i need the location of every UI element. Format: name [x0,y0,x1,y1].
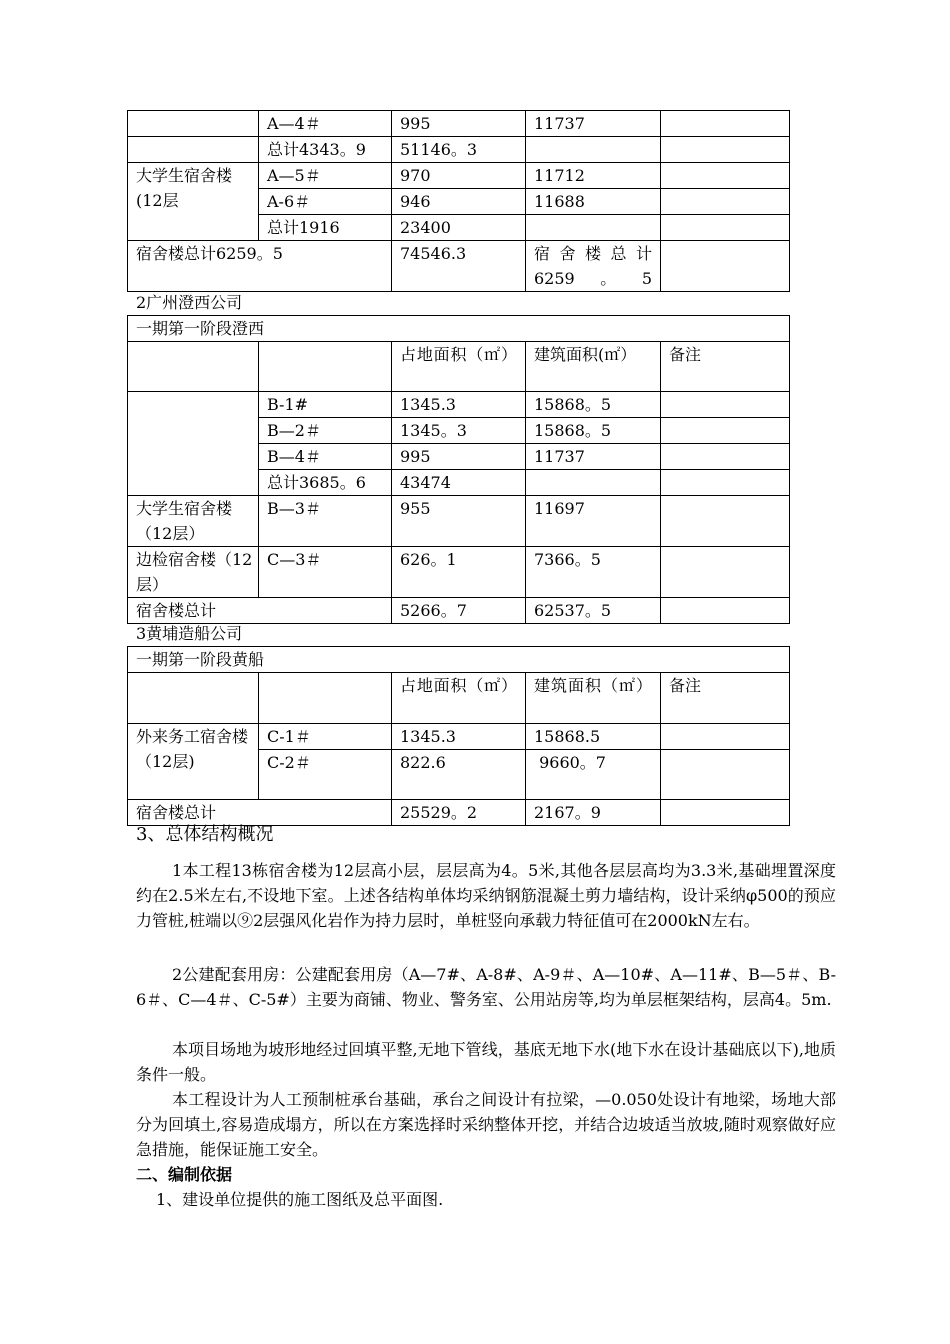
column-header-note: 备注 [661,342,790,392]
table-row [128,163,790,189]
table-cell [259,673,392,724]
column-header-note: 备注 [661,673,790,724]
table-cell [526,215,661,241]
table-row [128,496,790,547]
total-row [128,598,790,624]
building-type-cell: 边检宿舍楼（12层） [128,547,259,598]
total-area: 74546.3 [392,241,526,292]
table-caption: 一期第一阶段黄船 [128,647,790,673]
table-cell: B—2＃ [259,418,392,444]
table-cell [661,724,790,750]
table-row [128,392,790,418]
table-cell: 43474 [392,470,526,496]
table-cell [661,215,790,241]
total-build: 62537。5 [526,598,661,624]
table-cell: A—4＃ [259,111,392,137]
table-chengxi [127,315,790,624]
table-cell: 1345.3 [392,392,526,418]
table-a-block [127,110,790,292]
building-type-cell: 大学生宿舍楼（12层） [128,496,259,547]
table-cell [128,111,259,137]
total-area: 25529。2 [392,800,526,826]
table-cell: 15868。5 [526,392,661,418]
total-build: 2167。9 [526,800,661,826]
column-header-area: 占地面积（㎡） [392,673,526,724]
section-title-chengxi: 2广州澄西公司 [136,293,243,312]
column-header-row [128,342,790,392]
table-cell: C—3＃ [259,547,392,598]
total-note [661,241,790,292]
table-row [128,137,790,163]
table-cell: 995 [392,111,526,137]
table-cell: A-6＃ [259,189,392,215]
basis-item: 1、建设单位提供的施工图纸及总平面图. [156,1190,444,1209]
table-cell: 970 [392,163,526,189]
table-cell [661,418,790,444]
paragraph: 本工程设计为人工预制桩承台基础，承台之间设计有拉梁，—0.050处设计有地梁，场地大部分为回填土,容易造成塌方，所以在方案选择时采纳整体开挖，并结合边坡适当放坡,随时观察做好应急措施，能保证施工安全。 [136,1090,836,1159]
table-cell: 11737 [526,444,661,470]
table-cell: 626。1 [392,547,526,598]
total-label: 宿舍楼总计 [128,800,392,826]
total-area: 5266。7 [392,598,526,624]
section-heading-basis: 二、编制依据 [136,1165,233,1184]
column-header-build: 建筑面积(㎡） [526,342,661,392]
section-heading-structure: 3、总体结构概况 [136,824,274,845]
total-row [128,241,790,292]
table-cell: B—3＃ [259,496,392,547]
table-cell [526,470,661,496]
table-cell [128,673,259,724]
table-cell: C-1＃ [259,724,392,750]
table-row [128,547,790,598]
building-type-cell: 大学生宿舍楼(12层 [128,163,259,241]
table-cell [128,342,259,392]
table-cell [661,750,790,800]
table-caption: 一期第一阶段澄西 [128,316,790,342]
section-title-huangpu: 3黄埔造船公司 [136,624,243,643]
table-cell: 总计1916 [259,215,392,241]
building-type-cell: 外来务工宿舍楼（12层) [128,724,259,800]
table-cell: 1345.3 [392,724,526,750]
table-cell: 9660。7 [526,750,661,800]
table-cell: 23400 [392,215,526,241]
table-cell [661,111,790,137]
table-cell: 15868。5 [526,418,661,444]
table-cell: 11697 [526,496,661,547]
total-label: 宿舍楼总计6259。5 [128,241,392,292]
column-header-build: 建筑面积（㎡） [526,673,661,724]
table-cell [128,392,259,496]
table-cell: 总计3685。6 [259,470,392,496]
table-cell: 822.6 [392,750,526,800]
table-cell: B—4＃ [259,444,392,470]
paragraph: 2公建配套用房：公建配套用房（A—7#、A-8#、A-9＃、A—10#、A—11#、B—5＃、B-6＃、C—4＃、C-5#）主要为商铺、物业、警务室、公用站房等,均为单层框架结构，层高4。5m. [136,965,836,1009]
table-cell [661,392,790,418]
table-cell: B-1# [259,392,392,418]
table-cell [128,137,259,163]
table-cell: 15868.5 [526,724,661,750]
table-cell: 11688 [526,189,661,215]
paragraph: 1本工程13栋宿舍楼为12层高小层，层层高为4。5米,其他各层层高均为3.3米,基础埋置深度约在2.5米左右,不设地下室。上述各结构单体均采纳钢筋混凝土剪力墙结构，设计采纳φ500的预应力管桩,桩端以⑨2层强风化岩作为持力层时，单桩竖向承载力特征值可在2000kN左右。 [136,861,836,930]
table-cell [661,470,790,496]
table-cell: A—5＃ [259,163,392,189]
table-row [128,724,790,750]
table-cell [661,163,790,189]
table-cell: 1345。3 [392,418,526,444]
table-cell: 995 [392,444,526,470]
total-build: 宿舍楼总计6259。5 [526,241,661,292]
table-cell [526,137,661,163]
column-header-area: 占地面积（㎡） [392,342,526,392]
table-cell [661,547,790,598]
table-cell: 11737 [526,111,661,137]
table-cell [661,137,790,163]
table-cell [661,598,790,624]
table-cell: 总计4343。9 [259,137,392,163]
table-cell: 51146。3 [392,137,526,163]
table-header-row [128,316,790,342]
total-label: 宿舍楼总计 [128,598,392,624]
table-cell: 946 [392,189,526,215]
table-cell: 7366。5 [526,547,661,598]
table-cell [661,189,790,215]
table-cell [259,342,392,392]
paragraph: 本项目场地为坡形地经过回填平整,无地下管线，基底无地下水(地下水在设计基础底以下),地质条件一般。 [136,1040,836,1084]
table-cell [661,496,790,547]
table-cell: 11712 [526,163,661,189]
column-header-row [128,673,790,724]
table-header-row [128,647,790,673]
table-cell: 955 [392,496,526,547]
table-cell [661,800,790,826]
table-huangpu [127,646,790,826]
table-row [128,111,790,137]
table-cell: C-2＃ [259,750,392,800]
table-cell [661,444,790,470]
